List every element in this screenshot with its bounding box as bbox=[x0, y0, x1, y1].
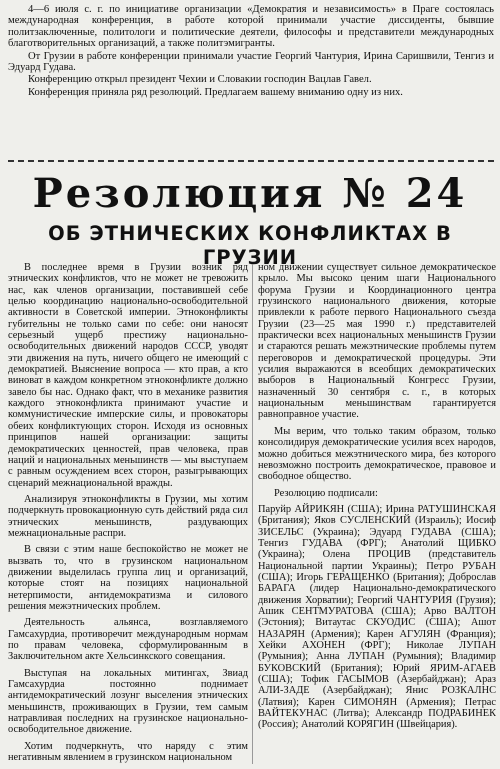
article-paragraph: Хотим подчеркнуть, что наряду с этим негативным явлением в грузинском национальном bbox=[8, 740, 248, 764]
article-paragraph: В связи с этим наше беспокойство не может не вызвать то, что в грузинском национальном движении выделилась группа лиц и организаций, которые стоят на позициях национальной нетерпимости, антидемократизма и силового решения межэтнических проблем. bbox=[8, 544, 248, 612]
article-paragraph: Мы верим, что только таким образом, только консолидируя демократические усилия всех народов, можно добиться межэтнического мира, без которого невозможно построить демократическое, правовое и свободное общество. bbox=[258, 425, 496, 483]
intro-paragraph: От Грузии в работе конференции принимали участие Георгий Чантурия, Ирина Саришвили, Тенгиз и Эдуард Гудава. bbox=[8, 50, 494, 74]
column-rule bbox=[252, 264, 253, 764]
resolution-subtitle: ОБ ЭТНИЧЕСКИХ КОНФЛИКТАХ В ГРУЗИИ bbox=[48, 222, 452, 269]
article-paragraph: ном движении существует сильное демократическое крыло. Мы высоко ценим шаги Национального форума Грузии и Координационного центра грузинского национального движения, которые привлекли к работе первого Национального съезда Грузии (23—25 мая 1990 г.) представителей практически всех национальных меньшинств Грузии и стараются решать межэтнические проблемы путем переговоров и демократической процедуры. Эти усилия выражаются в всеобщих демократических выборов в Национальный Конгресс Грузии, назначенный 30 сентября с. г., в которых национальным меньшинствам гарантируется равноправное участие. bbox=[258, 262, 496, 421]
section-divider bbox=[8, 160, 494, 162]
article-paragraph: Деятельность альянса, возглавляемого Гамсахурдиа, противоречит международным нормам по правам человека, сформулированным в Заключительном акте Хельсинкского совещания. bbox=[8, 617, 248, 663]
signatories-list: Паруйр АЙРИКЯН (США); Ирина РАТУШИНСКАЯ (Британия); Яков СУСЛЕНСКИЙ (Израиль); Иосиф ЗИСЕЛЬС (Украина); Эдуард ГУДАВА (США); Тенгиз ГУДАВА (ФРГ); Анатолий ЩИБКО (Украина); Олена ПРОЦИВ (представитель Национальной партии Украины); Петро РУБАН (США); Игорь ГЕРАЩЕНКО (Британия); Доброслав БАРАГА (лидер Национально-демократического движения Хорватии); Георгий ЧАНТУРИЯ (Грузия); Ашик СЕНТМУРАТОВА (США); Арво ВАЛТОН (Эстония); Витаутас СКУОДИС (США); Ашот НАЗАРЯН (Армения); Карен АГУЛЯН (Франция); Хейки АХОНЕН (ФРГ); Николае ЛУПАН (Румыния); Анна ЛУПАН (Румыния); Владимир БУКОВСКИЙ (Британия); Юрий ЯРИМ-АГАЕВ (США); Тофик ГАСЫМОВ (Азербайджан); Араз АЛИ-ЗАДЕ (Азербайджан); Янис РОЗКАЛНС (Латвия); Карен СИМОНЯН (Армения); Петрас ВАЙТЕКУНАС (Литва); Александр ПОДРАБИНЕК (Россия); Анатолий КОРЯГИН (Швейцария). bbox=[258, 503, 496, 731]
intro-paragraph: Конференцию открыл президент Чехии и Словакии господин Вацлав Гавел. bbox=[28, 74, 372, 86]
article-paragraph: В последнее время в Грузии возник ряд этнических конфликтов, что не может не тревожить нас, как членов организации, поставившей себе целью координацию национально-освободительной активности в Советской империи. Этноконфликты губительны не только сами по себе: они наносят серьезный ущерб престижу национально-освободительных движений народов СССР, уводят эти движения на путь, ничего общего не имеющий с демократией. Выяснение вопроса — кто прав, а кто виноват в каждом конкретном этноконфликте должно завело бы нас. Однако факт, что в механике развития каждого этноконфликта принимают участие и коммунистические имперские силы, и провокаторы обеих конфликтующих сторон. Исходя из основных принципов нашей организации: защиты демократических ценностей, прав человека, прав наций и национальных меньшинств — мы выступаем с равным осуждением всех сторон, разыгрывающих сценарий межнациональной вражды. bbox=[8, 262, 248, 489]
signatories-heading: Резолюцию подписали: bbox=[274, 487, 378, 499]
resolution-title: Резолюция № 24 bbox=[32, 170, 468, 217]
intro-paragraph: Конференция приняла ряд резолюций. Предлагаем вашему вниманию одну из них. bbox=[28, 86, 403, 98]
article-paragraph: Анализируя этноконфликты в Грузии, мы хотим подчеркнуть провокационную суть действий ряда сил этнических меньшинств, раздувающих межнациональные распри. bbox=[8, 493, 248, 539]
article-paragraph: Выступая на локальных митингах, Звиад Гамсахурдиа постоянно поднимает антидемократический лозунг выселения этнических меньшинств, проживающих в Грузии, тем самым натравливая последних на грузинское национально-освободительное движение. bbox=[8, 667, 248, 736]
intro-paragraph: 4—6 июля с. г. по инициативе организации «Демократия и независимость» в Праге состоялась международная конференция, в работе которой принимали участие диссиденты, бывшие политзаключенные, политологи и политические деятели, философы и представители международных благотворительных организаций, а также политэмигранты. bbox=[8, 4, 494, 50]
intro-section bbox=[8, 4, 494, 99]
article-column-left bbox=[8, 262, 248, 767]
article-column-right bbox=[258, 262, 496, 767]
